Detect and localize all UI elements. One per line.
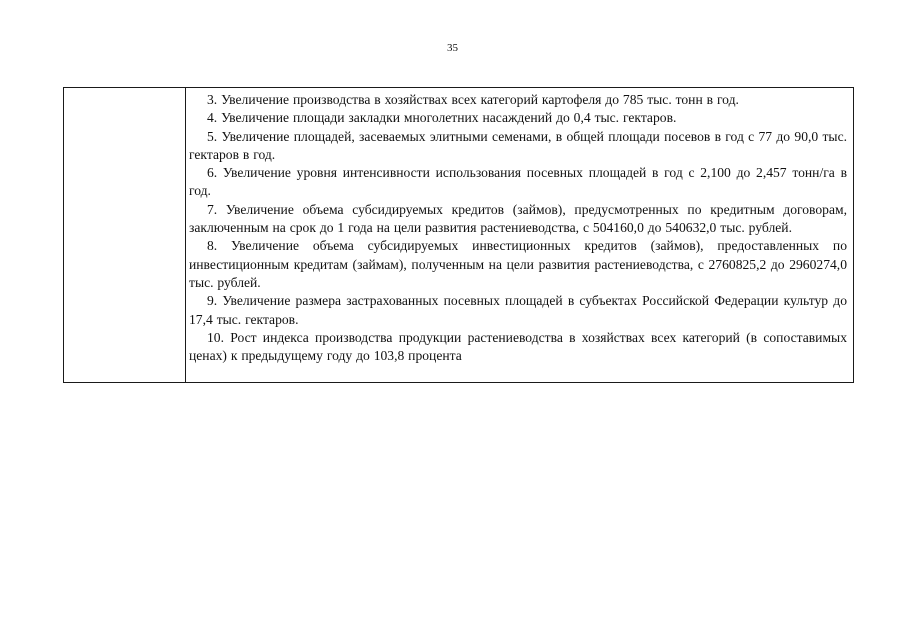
- indicator-item-9: 9. Увеличение размера застрахованных посевных площадей в субъектах Российской Федерации культур до 17,4 тыс. гектаров.: [189, 293, 847, 327]
- indicator-item-4: 4. Увеличение площади закладки многолетних насаждений до 0,4 тыс. гектаров.: [207, 110, 677, 126]
- indicator-item-5: 5. Увеличение площадей, засеваемых элитными семенами, в общей площади посевов в год с 77 до 90,0 тыс. гектаров в год.: [189, 128, 847, 162]
- indicator-item-6: 6. Увеличение уровня интенсивности использования посевных площадей в год с 2,100 до 2,457 тонн/га в год.: [189, 165, 847, 199]
- indicator-item-8: 8. Увеличение объема субсидируемых инвестиционных кредитов (займов), предоставленных по инвестиционным кредитам (займам), полученным на цели развития растениеводства, с 2760825,2 до 2960274,0 тыс. рублей.: [189, 238, 847, 290]
- indicator-item-3: 3. Увеличение производства в хозяйствах всех категорий картофеля до 785 тыс. тонн в год.: [207, 92, 739, 107]
- indicator-item-10: 10. Рост индекса производства продукции растениеводства в хозяйствах всех категорий (в сопоставимых ценах) к предыдущему году до 103,8 процента: [189, 329, 847, 364]
- indicators-table: [63, 87, 854, 383]
- page-number: 35: [447, 42, 458, 54]
- table-left-cell: [64, 88, 186, 382]
- indicator-item-7: 7. Увеличение объема субсидируемых кредитов (займов), предусмотренных по кредитным договорам, заключенным на срок до 1 года на цели развития растениеводства, с 504160,0 до 540632,0 тыс. рублей.: [189, 201, 847, 236]
- table-right-cell: [186, 88, 853, 382]
